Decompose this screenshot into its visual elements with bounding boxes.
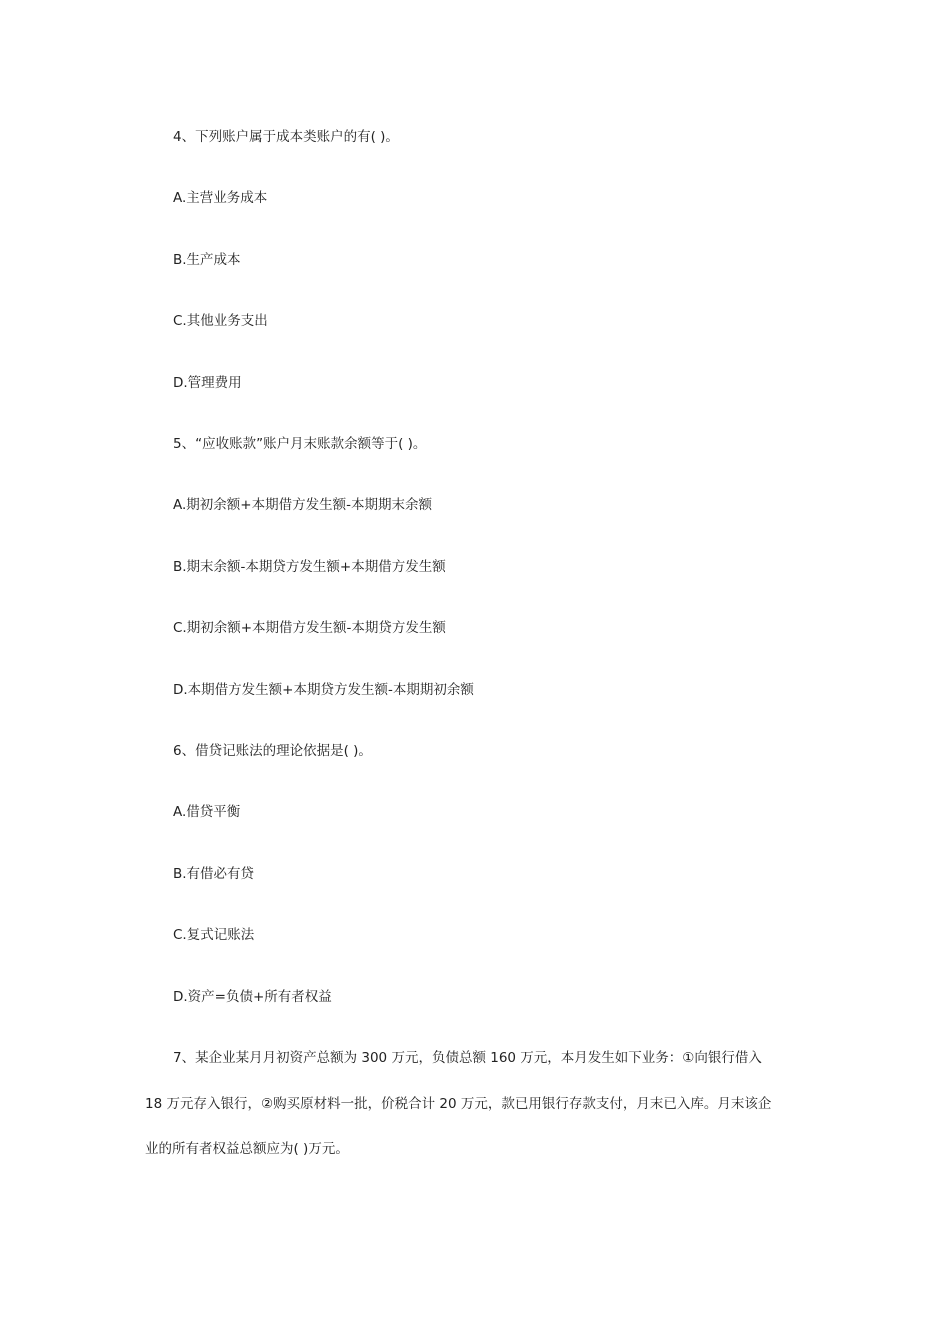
question-6-option-b: B.有借必有贷 xyxy=(173,866,255,882)
question-4-option-c: C.其他业务支出 xyxy=(173,313,268,329)
question-7-line-2: 18 万元存入银行，②购买原材料一批，价税合计 20 万元，款已用银行存款支付，月末已入库。月末该企 xyxy=(145,1096,772,1112)
question-6-stem: 6、借贷记账法的理论依据是( )。 xyxy=(173,743,372,759)
question-6-option-c: C.复式记账法 xyxy=(173,927,255,943)
question-5-option-a: A.期初余额+本期借方发生额-本期期末余额 xyxy=(173,497,432,513)
question-4-option-d: D.管理费用 xyxy=(173,375,242,391)
question-4-option-a: A.主营业务成本 xyxy=(173,190,268,206)
question-6-option-d: D.资产=负债+所有者权益 xyxy=(173,989,332,1005)
question-5-stem: 5、“应收账款”账户月末账款余额等于( )。 xyxy=(173,436,427,452)
question-5-option-b: B.期末余额-本期贷方发生额+本期借方发生额 xyxy=(173,559,446,575)
question-7-line-3: 业的所有者权益总额应为( )万元。 xyxy=(145,1141,349,1157)
question-4-option-b: B.生产成本 xyxy=(173,252,241,268)
question-5-option-c: C.期初余额+本期借方发生额-本期贷方发生额 xyxy=(173,620,446,636)
question-7-line-1: 7、某企业某月月初资产总额为 300 万元，负债总额 160 万元，本月发生如下业务：①向银行借入 xyxy=(173,1050,762,1066)
question-4-stem: 4、下列账户属于成本类账户的有( )。 xyxy=(173,129,399,145)
question-5-option-d: D.本期借方发生额+本期贷方发生额-本期期初余额 xyxy=(173,682,474,698)
question-6-option-a: A.借贷平衡 xyxy=(173,804,241,820)
